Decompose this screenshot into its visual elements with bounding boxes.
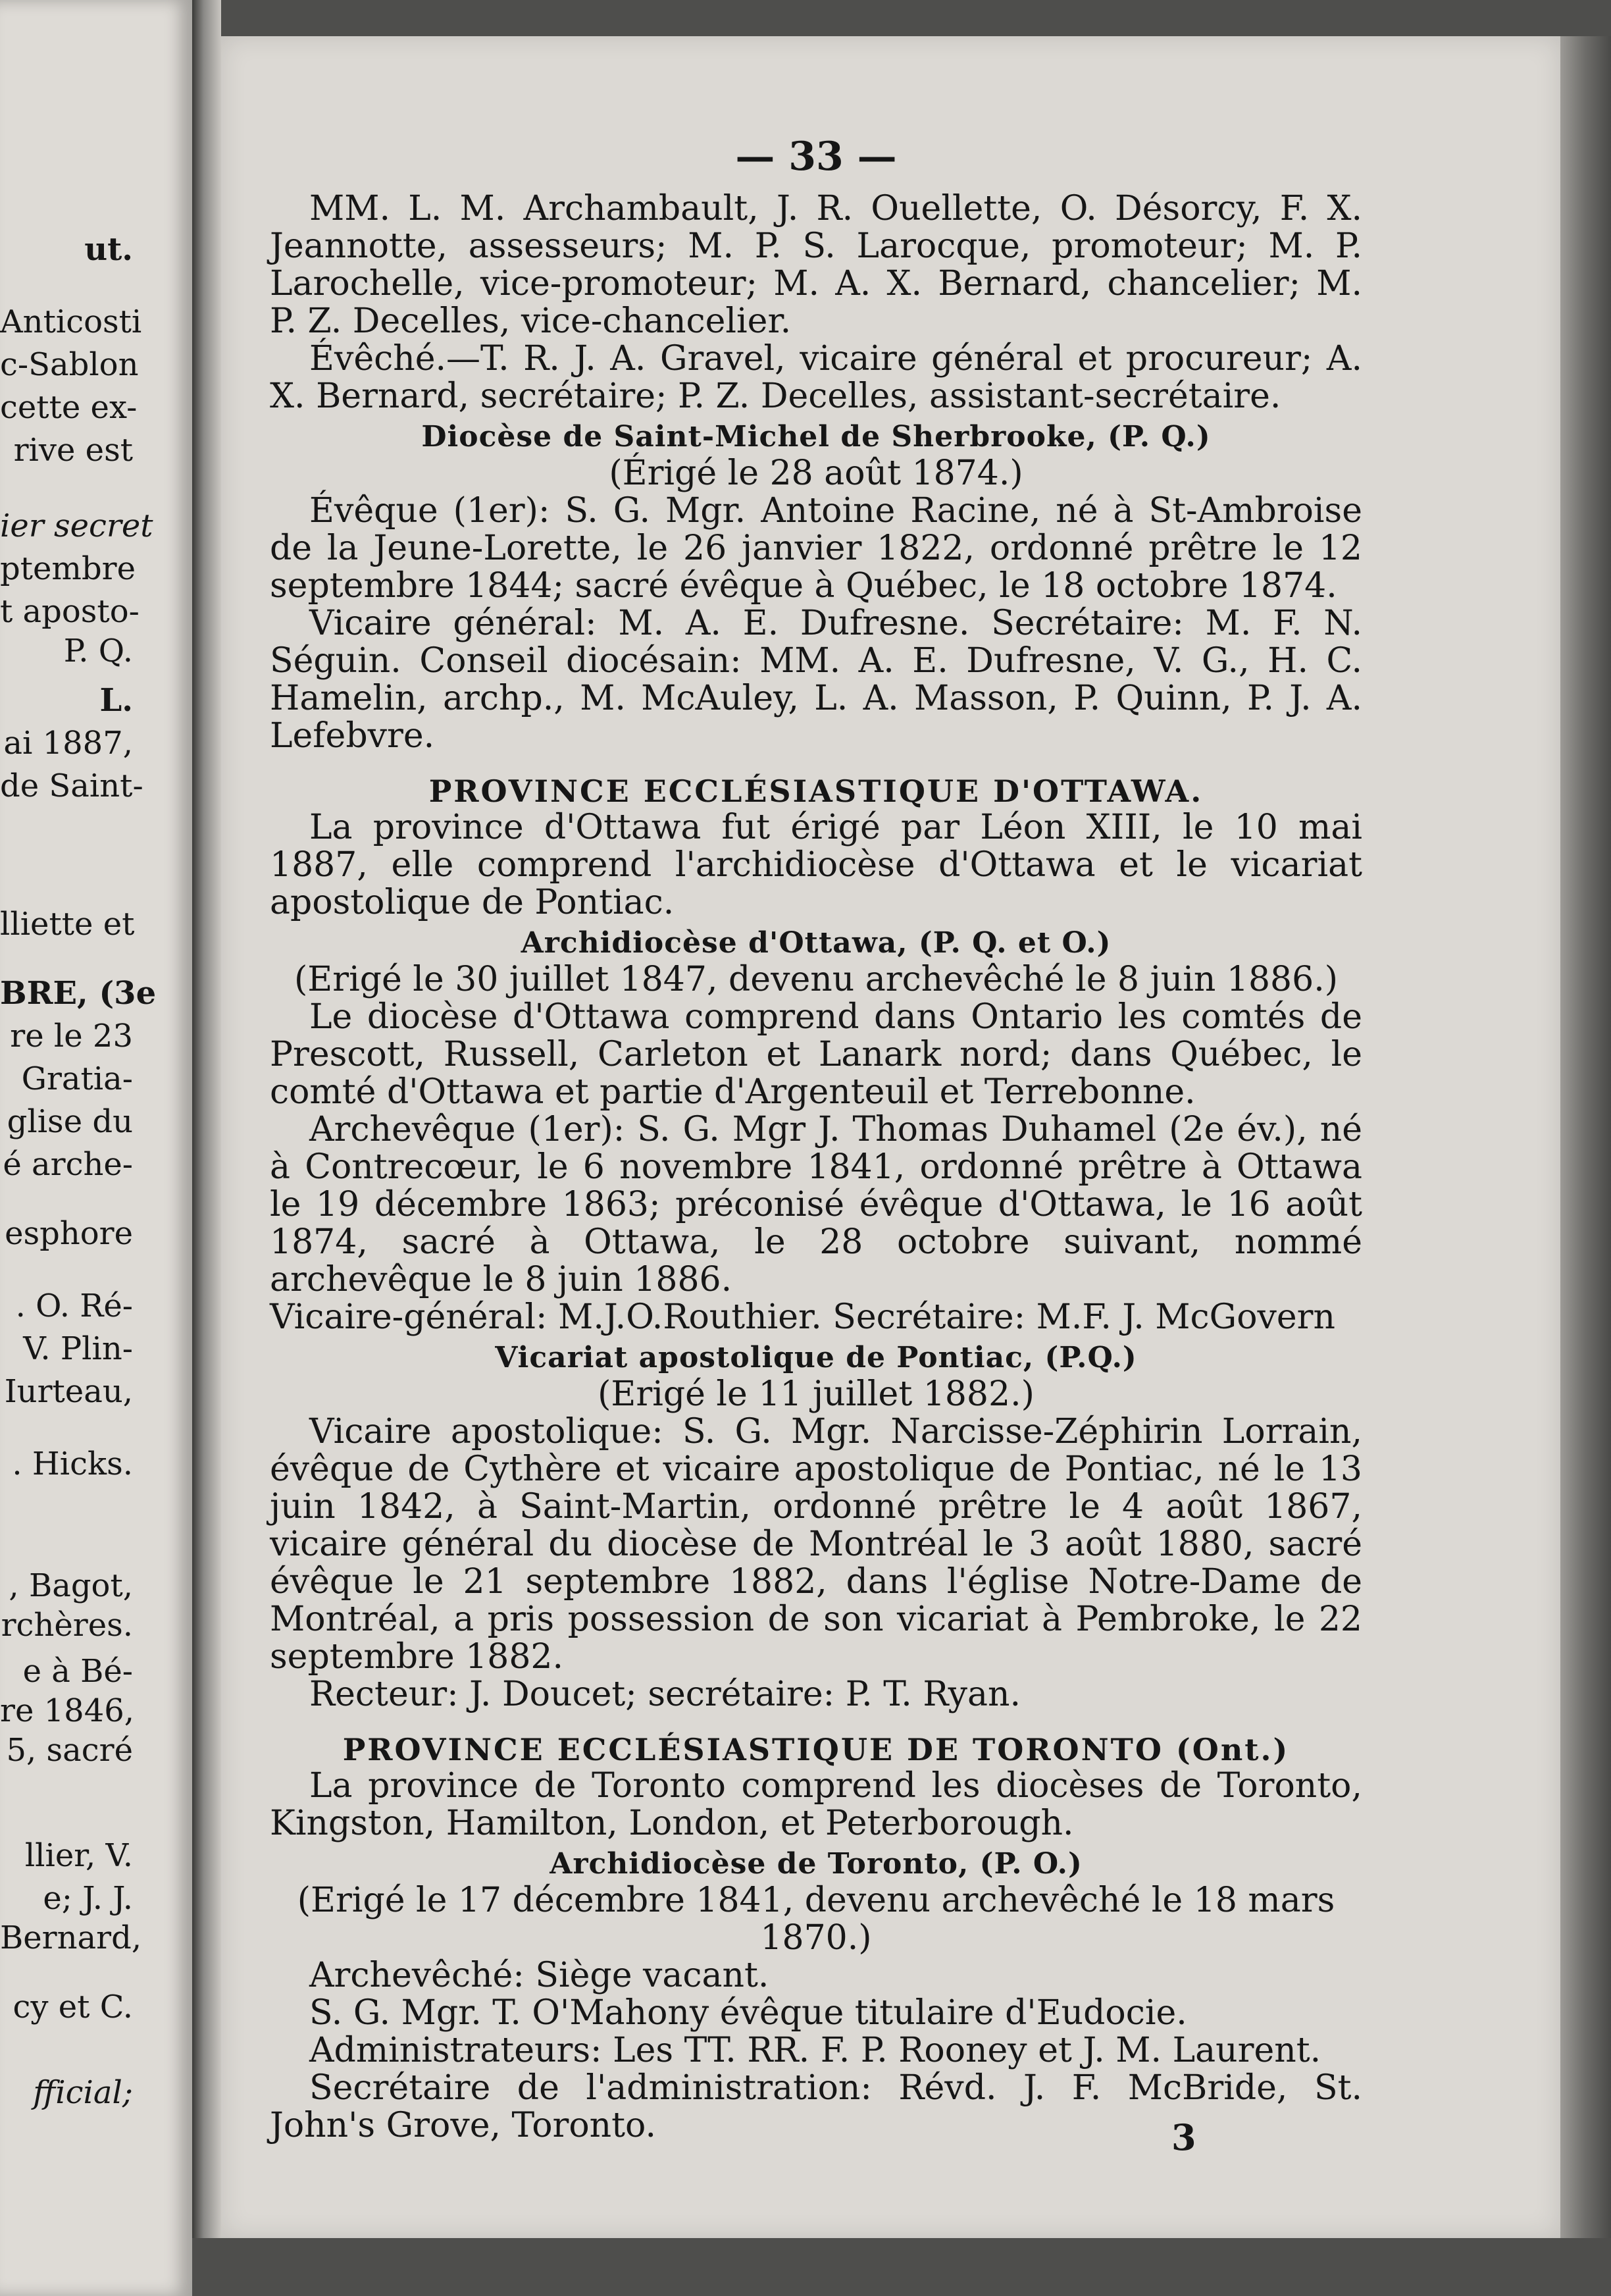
previous-page-text-fragment: de Saint- (0, 768, 143, 804)
previous-page-text-fragment: cette ex- (0, 389, 138, 426)
paragraph-omahony: S. G. Mgr. T. O'Mahony évêque titulaire d'Eudocie. (309, 1993, 1187, 2033)
previous-page-text-fragment: , Bagot, (9, 1567, 133, 1604)
previous-page-text-fragment: re le 23 (10, 1018, 133, 1055)
paragraph-archeveche-toronto: Archevêché: Siège vacant. (309, 1956, 769, 1995)
paragraph-archbishop-duhamel: Archevêque (1er): S. G. Mgr J. Thomas Duhamel (2e év.), né à Contrecœur, le 6 novembre 1841, ordonné prêtre à Ottawa le 19 décembre 1863; préconisé évêque d'Ottawa, le 16 août 1874, sacré à Ottawa, le 28 octobre suivant, nommé archevêque le 8 juin 1886. (270, 1110, 1362, 1299)
previous-page-text-fragment: ier secret (0, 508, 153, 544)
paragraph-vicar-ottawa: Vicaire-général: M.J.O.Routhier. Secrétaire: M.F. J. McGovern (270, 1297, 1336, 1337)
previous-page-text-fragment: rive est (13, 432, 133, 469)
erection-date-toronto: (Erigé le 17 décembre 1841, devenu archevêché le 18 mars 1870.) (297, 1881, 1335, 1958)
paragraph-vicar-lorrain: Vicaire apostolique: S. G. Mgr. Narcisse-Zéphirin Lorrain, évêque de Cythère et vicaire apostolique de Pontiac, né le 13 juin 1842, à Saint-Martin, ordonné prêtre le 4 août 1867, vicaire général du diocèse de Montréal le 3 août 1880, sacré évêque le 21 septembre 1882, dans l'église Notre-Dame de Montréal, a pris possession de son vicariat à Pembroke, le 22 septembre 1882. (270, 1412, 1362, 1677)
previous-page-text-fragment: ai 1887, (3, 725, 133, 762)
previous-page-text-fragment: fficial; (33, 2074, 133, 2111)
previous-page-text-fragment: t aposto- (0, 593, 140, 630)
heading-archdiocese-toronto: Archidiocèse de Toronto, (P. O.) (550, 1847, 1083, 1881)
scan-border-bottom (192, 2238, 1611, 2296)
paragraph-rector: Recteur: J. Doucet; secrétaire: P. T. Ryan. (309, 1675, 1021, 1714)
previous-page-text-fragment: c-Sablon (0, 346, 139, 383)
page-number: — 33 — (735, 134, 897, 180)
previous-page-text-fragment: e à Bé- (22, 1653, 133, 1690)
paragraph-vicar-sherbrooke: Vicaire général: M. A. E. Dufresne. Secrétaire: M. F. N. Séguin. Conseil diocésain: MM. A. E. Dufresne, V. G., H. C. Hamelin, archp., M. McAuley, L. A. Masson, P. Quinn, P. J. A. Lefebvre. (270, 604, 1362, 756)
previous-page-text-fragment: cy et C. (13, 1989, 133, 2025)
page-content (270, 134, 1362, 2145)
previous-page-text-fragment: e; J. J. (43, 1880, 133, 1917)
page-edge-stack (1560, 36, 1611, 2238)
previous-page-text-fragment: BRE, (3e (0, 975, 157, 1012)
previous-page-text-fragment: ptembre (0, 550, 136, 587)
paragraph-administrators: Administrateurs: Les TT. RR. F. P. Rooney et J. M. Laurent. (309, 2031, 1321, 2070)
previous-page-text-fragment: esphore (5, 1215, 133, 1252)
heading-diocese-sherbrooke: Diocèse de Saint-Michel de Sherbrooke, (P. Q.) (421, 420, 1211, 454)
previous-page-text-fragment: é arche- (3, 1146, 133, 1183)
previous-page-text-fragment: Anticosti (0, 303, 142, 340)
previous-page-text-fragment: P. Q. (63, 633, 133, 669)
paragraph-bishop-racine: Évêque (1er): S. G. Mgr. Antoine Racine, né à St-Ambroise de la Jeune-Lorette, le 26 janvier 1822, ordonné prêtre le 12 septembre 1844; sacré évêque à Québec, le 18 octobre 1874. (270, 491, 1362, 606)
paragraph-province-toronto: La province de Toronto comprend les diocèses de Toronto, Kingston, Hamilton, London, et Peterborough. (270, 1766, 1362, 1843)
previous-page-text-fragment: lliette et (0, 906, 135, 943)
book-gutter (192, 0, 221, 2296)
previous-page-text-fragment: glise du (7, 1103, 133, 1140)
previous-page-text-fragment: . O. Ré- (15, 1288, 133, 1324)
previous-page-text-fragment: rchères. (1, 1607, 133, 1644)
signature-mark: 3 (1171, 2116, 1196, 2158)
erection-date-sherbrooke: (Érigé le 28 août 1874.) (609, 454, 1023, 493)
erection-date-ottawa: (Erigé le 30 juillet 1847, devenu archevêché le 8 juin 1886.) (294, 960, 1339, 999)
previous-page-fragment (0, 0, 192, 2296)
previous-page-text-fragment: Gratia- (21, 1060, 133, 1097)
heading-province-ottawa: PROVINCE ECCLÉSIASTIQUE D'OTTAWA. (428, 773, 1204, 809)
previous-page-text-fragment: re 1846, (0, 1692, 135, 1729)
previous-page-text-fragment: ut. (84, 231, 133, 268)
previous-page-text-fragment: L. (99, 682, 133, 719)
paragraph-officials: MM. L. M. Archambault, J. R. Ouellette, O. Désorcy, F. X. Jeannotte, assesseurs; M. P. S. Larocque, promoteur; M. P. Larochelle, vice-promoteur; M. A. X. Bernard, chancelier; M. P. Z. Decelles, vice-chancelier. (270, 189, 1362, 341)
paragraph-admin-secretary: Secrétaire de l'administration: Révd. J. F. McBride, St. John's Grove, Toronto. (270, 2068, 1362, 2145)
previous-page-text-fragment: V. Plin- (23, 1330, 133, 1367)
heading-vicariate-pontiac: Vicariat apostolique de Pontiac, (P.Q.) (495, 1341, 1137, 1374)
previous-page-text-fragment: Bernard, (0, 1919, 142, 1956)
previous-page-text-fragment: Iurteau, (4, 1373, 133, 1410)
erection-date-pontiac: (Erigé le 11 juillet 1882.) (598, 1374, 1035, 1414)
previous-page-text-fragment: 5, sacré (6, 1732, 133, 1769)
paragraph-eveche: Évêché.—T. R. J. A. Gravel, vicaire général et procureur; A. X. Bernard, secrétaire; P. Z. Decelles, assistant-secrétaire. (270, 339, 1362, 416)
heading-archdiocese-ottawa: Archidiocèse d'Ottawa, (P. Q. et O.) (521, 926, 1112, 960)
heading-province-toronto: PROVINCE ECCLÉSIASTIQUE DE TORONTO (Ont.) (342, 1732, 1290, 1767)
previous-page-text-fragment: llier, V. (24, 1837, 133, 1874)
previous-page-text-fragment: . Hicks. (12, 1446, 133, 1482)
scan-border-top (192, 0, 1611, 36)
paragraph-ottawa-counties: Le diocèse d'Ottawa comprend dans Ontario les comtés de Prescott, Russell, Carleton et Lanark nord; dans Québec, le comté d'Ottawa et partie d'Argenteuil et Terrebonne. (270, 997, 1362, 1112)
paragraph-province-ottawa: La province d'Ottawa fut érigé par Léon XIII, le 10 mai 1887, elle comprend l'archidiocèse d'Ottawa et le vicariat apostolique de Pontiac. (270, 808, 1362, 922)
